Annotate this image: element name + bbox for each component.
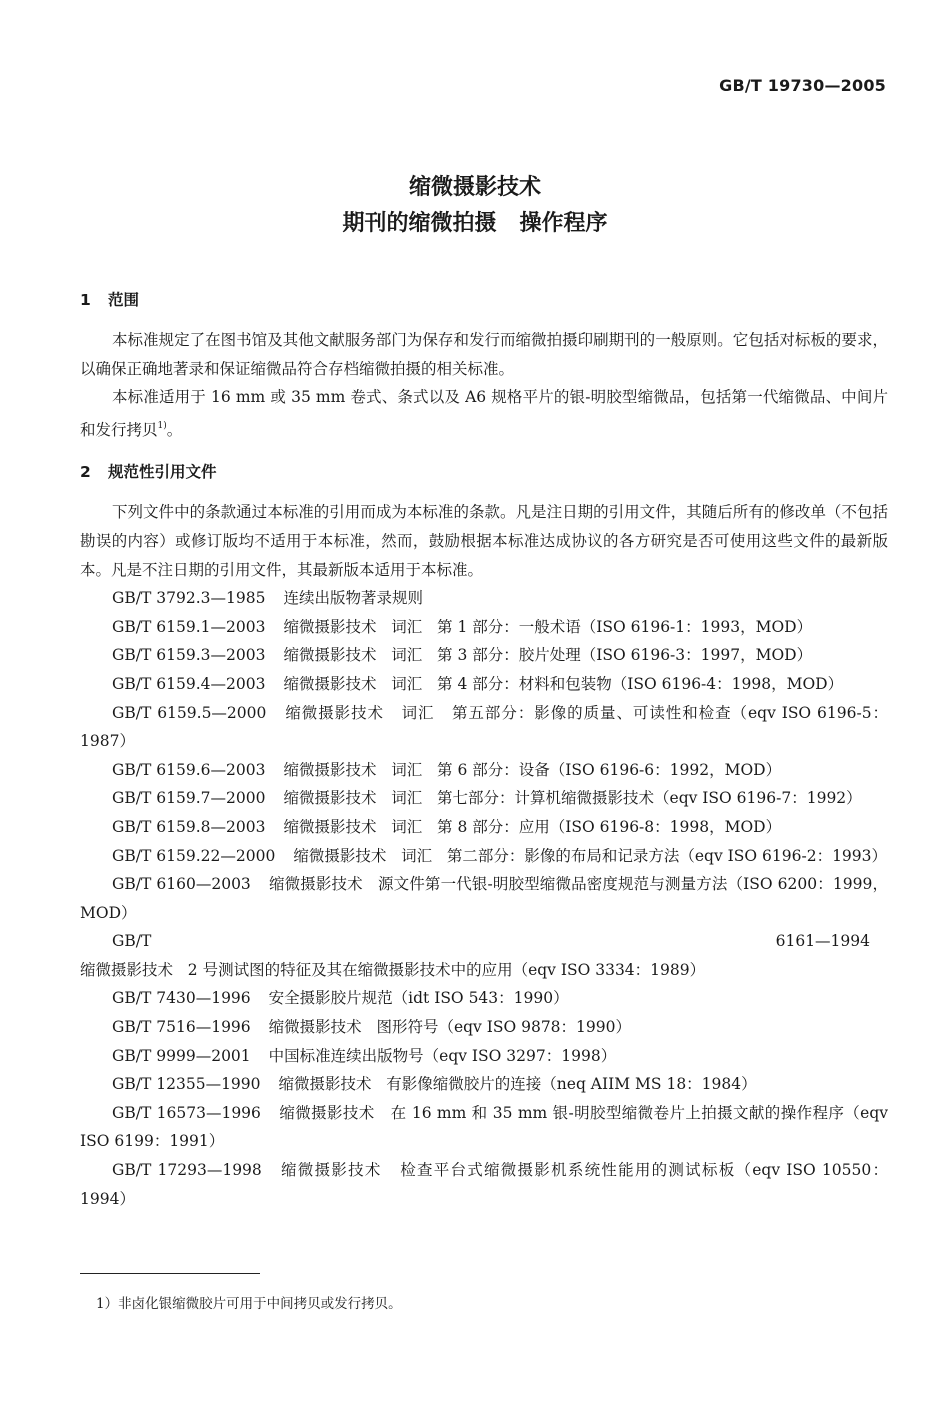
reference-code: GB/T 9999—2001	[112, 1046, 251, 1065]
reference-title: 缩微摄影技术 在 16 mm 和 35 mm 银-明胶型缩微卷片上拍摄文献的操作程序（eqv ISO 6199：1991）	[80, 1103, 893, 1151]
footnote-divider	[80, 1273, 260, 1274]
footnote: 1）非卤化银缩微胶片可用于中间拷贝或发行拷贝。	[96, 1296, 402, 1312]
reference-item	[80, 613, 888, 642]
reference-code: GB/T 12355—1990	[112, 1075, 261, 1094]
reference-code: GB/T 16573—1996	[112, 1103, 261, 1122]
footnote-marker: 1)	[157, 420, 167, 431]
document-title	[0, 170, 950, 242]
scope-paragraph-2-end: 。	[166, 420, 183, 439]
reference-code: GB/T 3792.3—1985	[112, 589, 266, 608]
reference-item	[80, 756, 888, 785]
reference-list	[80, 584, 893, 1213]
reference-code: GB/T 6159.6—2003	[112, 760, 266, 779]
reference-item	[80, 641, 888, 670]
document-body	[80, 288, 893, 1213]
reference-title: 安全摄影胶片规范（idt ISO 543：1990）	[268, 989, 569, 1008]
reference-title: 连续出版物著录规则	[283, 589, 423, 608]
reference-title: 中国标准连续出版物号（eqv ISO 3297：1998）	[268, 1046, 617, 1065]
reference-item	[80, 784, 888, 813]
reference-item	[80, 984, 888, 1013]
reference-item	[80, 1013, 888, 1042]
reference-item	[80, 927, 888, 984]
reference-item	[80, 584, 888, 613]
reference-code: GB/T 17293—1998	[112, 1161, 262, 1180]
reference-code: GB/T 7430—1996	[112, 989, 251, 1008]
section-1-heading	[80, 288, 888, 312]
reference-code: GB/T 6159.7—2000	[112, 789, 266, 808]
section-2-heading	[80, 460, 888, 484]
scope-paragraph-1: 本标准规定了在图书馆及其他文献服务部门为保存和发行而缩微拍摄印刷期刊的一般原则。它包括对标板的要求，以确保正确地著录和保证缩微品符合存档缩微拍摄的相关标准。	[80, 331, 888, 378]
reference-code: GB/T 6159.5—2000	[112, 703, 267, 722]
title-line-1: 缩微摄影技术	[408, 175, 541, 200]
reference-code: GB/T 6160—2003	[112, 875, 251, 894]
reference-item	[80, 699, 888, 756]
reference-item	[80, 1070, 888, 1099]
reference-item	[80, 842, 888, 871]
reference-title: 缩微摄影技术 源文件第一代银-明胶型缩微品密度规范与测量方法（ISO 6200：1999，MOD）	[80, 875, 888, 922]
reference-title: 缩微摄影技术 图形符号（eqv ISO 9878：1990）	[268, 1018, 631, 1037]
section-1-title: 范围	[108, 291, 140, 309]
section-1-number: 1	[80, 291, 91, 309]
reference-item	[80, 670, 888, 699]
reference-title: 缩微摄影技术 2 号测试图的特征及其在缩微摄影技术中的应用（eqv ISO 3334：1989）	[80, 960, 706, 979]
section-2-number: 2	[80, 463, 91, 482]
reference-title: 缩微摄影技术 词汇 第 3 部分：胶片处理（ISO 6196-3：1997，MOD）	[283, 646, 813, 665]
standard-number: GB/T 19730—2005	[719, 76, 886, 95]
reference-code: GB/T 6159.1—2003	[112, 617, 266, 636]
reference-title: 缩微摄影技术 词汇 第二部分：影像的布局和记录方法（eqv ISO 6196-2：1993）	[293, 846, 888, 865]
reference-item	[80, 813, 888, 842]
references-intro: 下列文件中的条款通过本标准的引用而成为本标准的条款。凡是注日期的引用文件，其随后所有的修改单（不包括勘误的内容）或修订版均不适用于本标准，然而，鼓励根据本标准达成协议的各方研究是否可使用这些文件的最新版本。凡是不注日期的引用文件，其最新版本适用于本标准。	[80, 503, 888, 579]
section-2-title: 规范性引用文件	[108, 463, 217, 482]
title-line-2: 期刊的缩微拍摄 操作程序	[342, 211, 608, 236]
reference-item	[80, 1042, 888, 1071]
reference-code: GB/T 7516—1996	[112, 1018, 251, 1037]
reference-item	[80, 1156, 888, 1213]
reference-title: 缩微摄影技术 词汇 第七部分：计算机缩微摄影技术（eqv ISO 6196-7：1992）	[283, 789, 862, 808]
reference-code: GB/T 6159.22—2000	[112, 846, 276, 865]
reference-item	[80, 870, 888, 927]
reference-code: GB/T 6159.8—2003	[112, 817, 266, 836]
reference-title: 缩微摄影技术 词汇 第 6 部分：设备（ISO 6196-6：1992，MOD）	[283, 760, 782, 779]
reference-title: 缩微摄影技术 词汇 第 4 部分：材料和包装物（ISO 6196-4：1998，MOD）	[283, 674, 844, 693]
reference-title: 缩微摄影技术 检查平台式缩微摄影机系统性能用的测试标板（eqv ISO 10550：1994）	[80, 1161, 888, 1208]
reference-code: GB/T 6161—1994	[112, 932, 870, 951]
reference-title: 缩微摄影技术 词汇 第 1 部分：一般术语（ISO 6196-1：1993，MOD）	[283, 617, 813, 636]
reference-code: GB/T 6159.3—2003	[112, 646, 266, 665]
scope-paragraph-2	[80, 383, 888, 444]
reference-title: 缩微摄影技术 词汇 第五部分：影像的质量、可读性和检查（eqv ISO 6196-5：1987）	[80, 703, 888, 751]
reference-item	[80, 1099, 893, 1156]
reference-code: GB/T 6159.4—2003	[112, 674, 266, 693]
scope-paragraph-2-text: 本标准适用于 16 mm 或 35 mm 卷式、条式以及 A6 规格平片的银-明胶型缩微品，包括第一代缩微品、中间片和发行拷贝	[80, 388, 888, 439]
reference-title: 缩微摄影技术 词汇 第 8 部分：应用（ISO 6196-8：1998，MOD）	[283, 817, 782, 836]
reference-title: 缩微摄影技术 有影像缩微胶片的连接（neq AIIM MS 18：1984）	[278, 1075, 757, 1094]
